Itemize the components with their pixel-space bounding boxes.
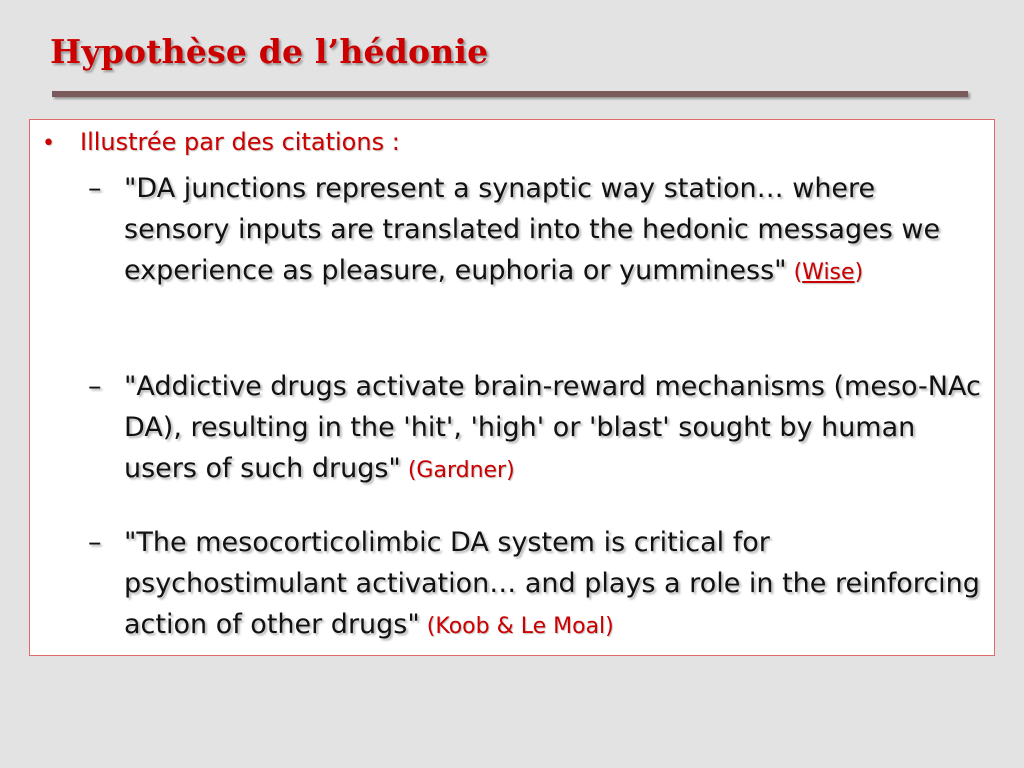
quote-citation: (Gardner) xyxy=(400,458,515,483)
quote-koob xyxy=(88,522,988,647)
bullet-intro xyxy=(42,128,400,156)
quote-citation xyxy=(787,260,864,285)
quote-gardner xyxy=(88,366,988,491)
quote-body: "The mesocorticolimbic DA system is critical for psychostimulant activation… and plays a role in the reinforcing action of other drugs" xyxy=(124,527,980,640)
quote-citation: (Koob & Le Moal) xyxy=(419,614,614,639)
content-panel xyxy=(29,119,995,656)
quote-text xyxy=(124,366,988,491)
dash-marker: – xyxy=(88,527,102,558)
slide-title: Hypothèse de l’hédonie xyxy=(50,32,489,71)
citation-close: ) xyxy=(854,260,864,285)
quote-text xyxy=(124,522,988,647)
dash-marker: – xyxy=(88,371,102,402)
dash-marker: – xyxy=(88,173,102,204)
quote-text xyxy=(124,168,988,293)
quote-wise xyxy=(88,168,988,293)
quote-body: "Addictive drugs activate brain-reward mechanisms (meso-NAc DA), resulting in the 'hit', 'high' or 'blast' sought by human users of such drugs" xyxy=(124,371,981,484)
quote-body: "DA junctions represent a synaptic way station… where sensory inputs are translated into the hedonic messages we experience as pleasure, euphoria or yumminess" xyxy=(124,173,941,286)
bullet-dot: • xyxy=(42,131,55,156)
title-underline xyxy=(52,91,968,97)
citation-open: ( xyxy=(786,260,803,285)
bullet-text: Illustrée par des citations : xyxy=(80,128,400,156)
citation-name: Wise xyxy=(802,260,855,285)
